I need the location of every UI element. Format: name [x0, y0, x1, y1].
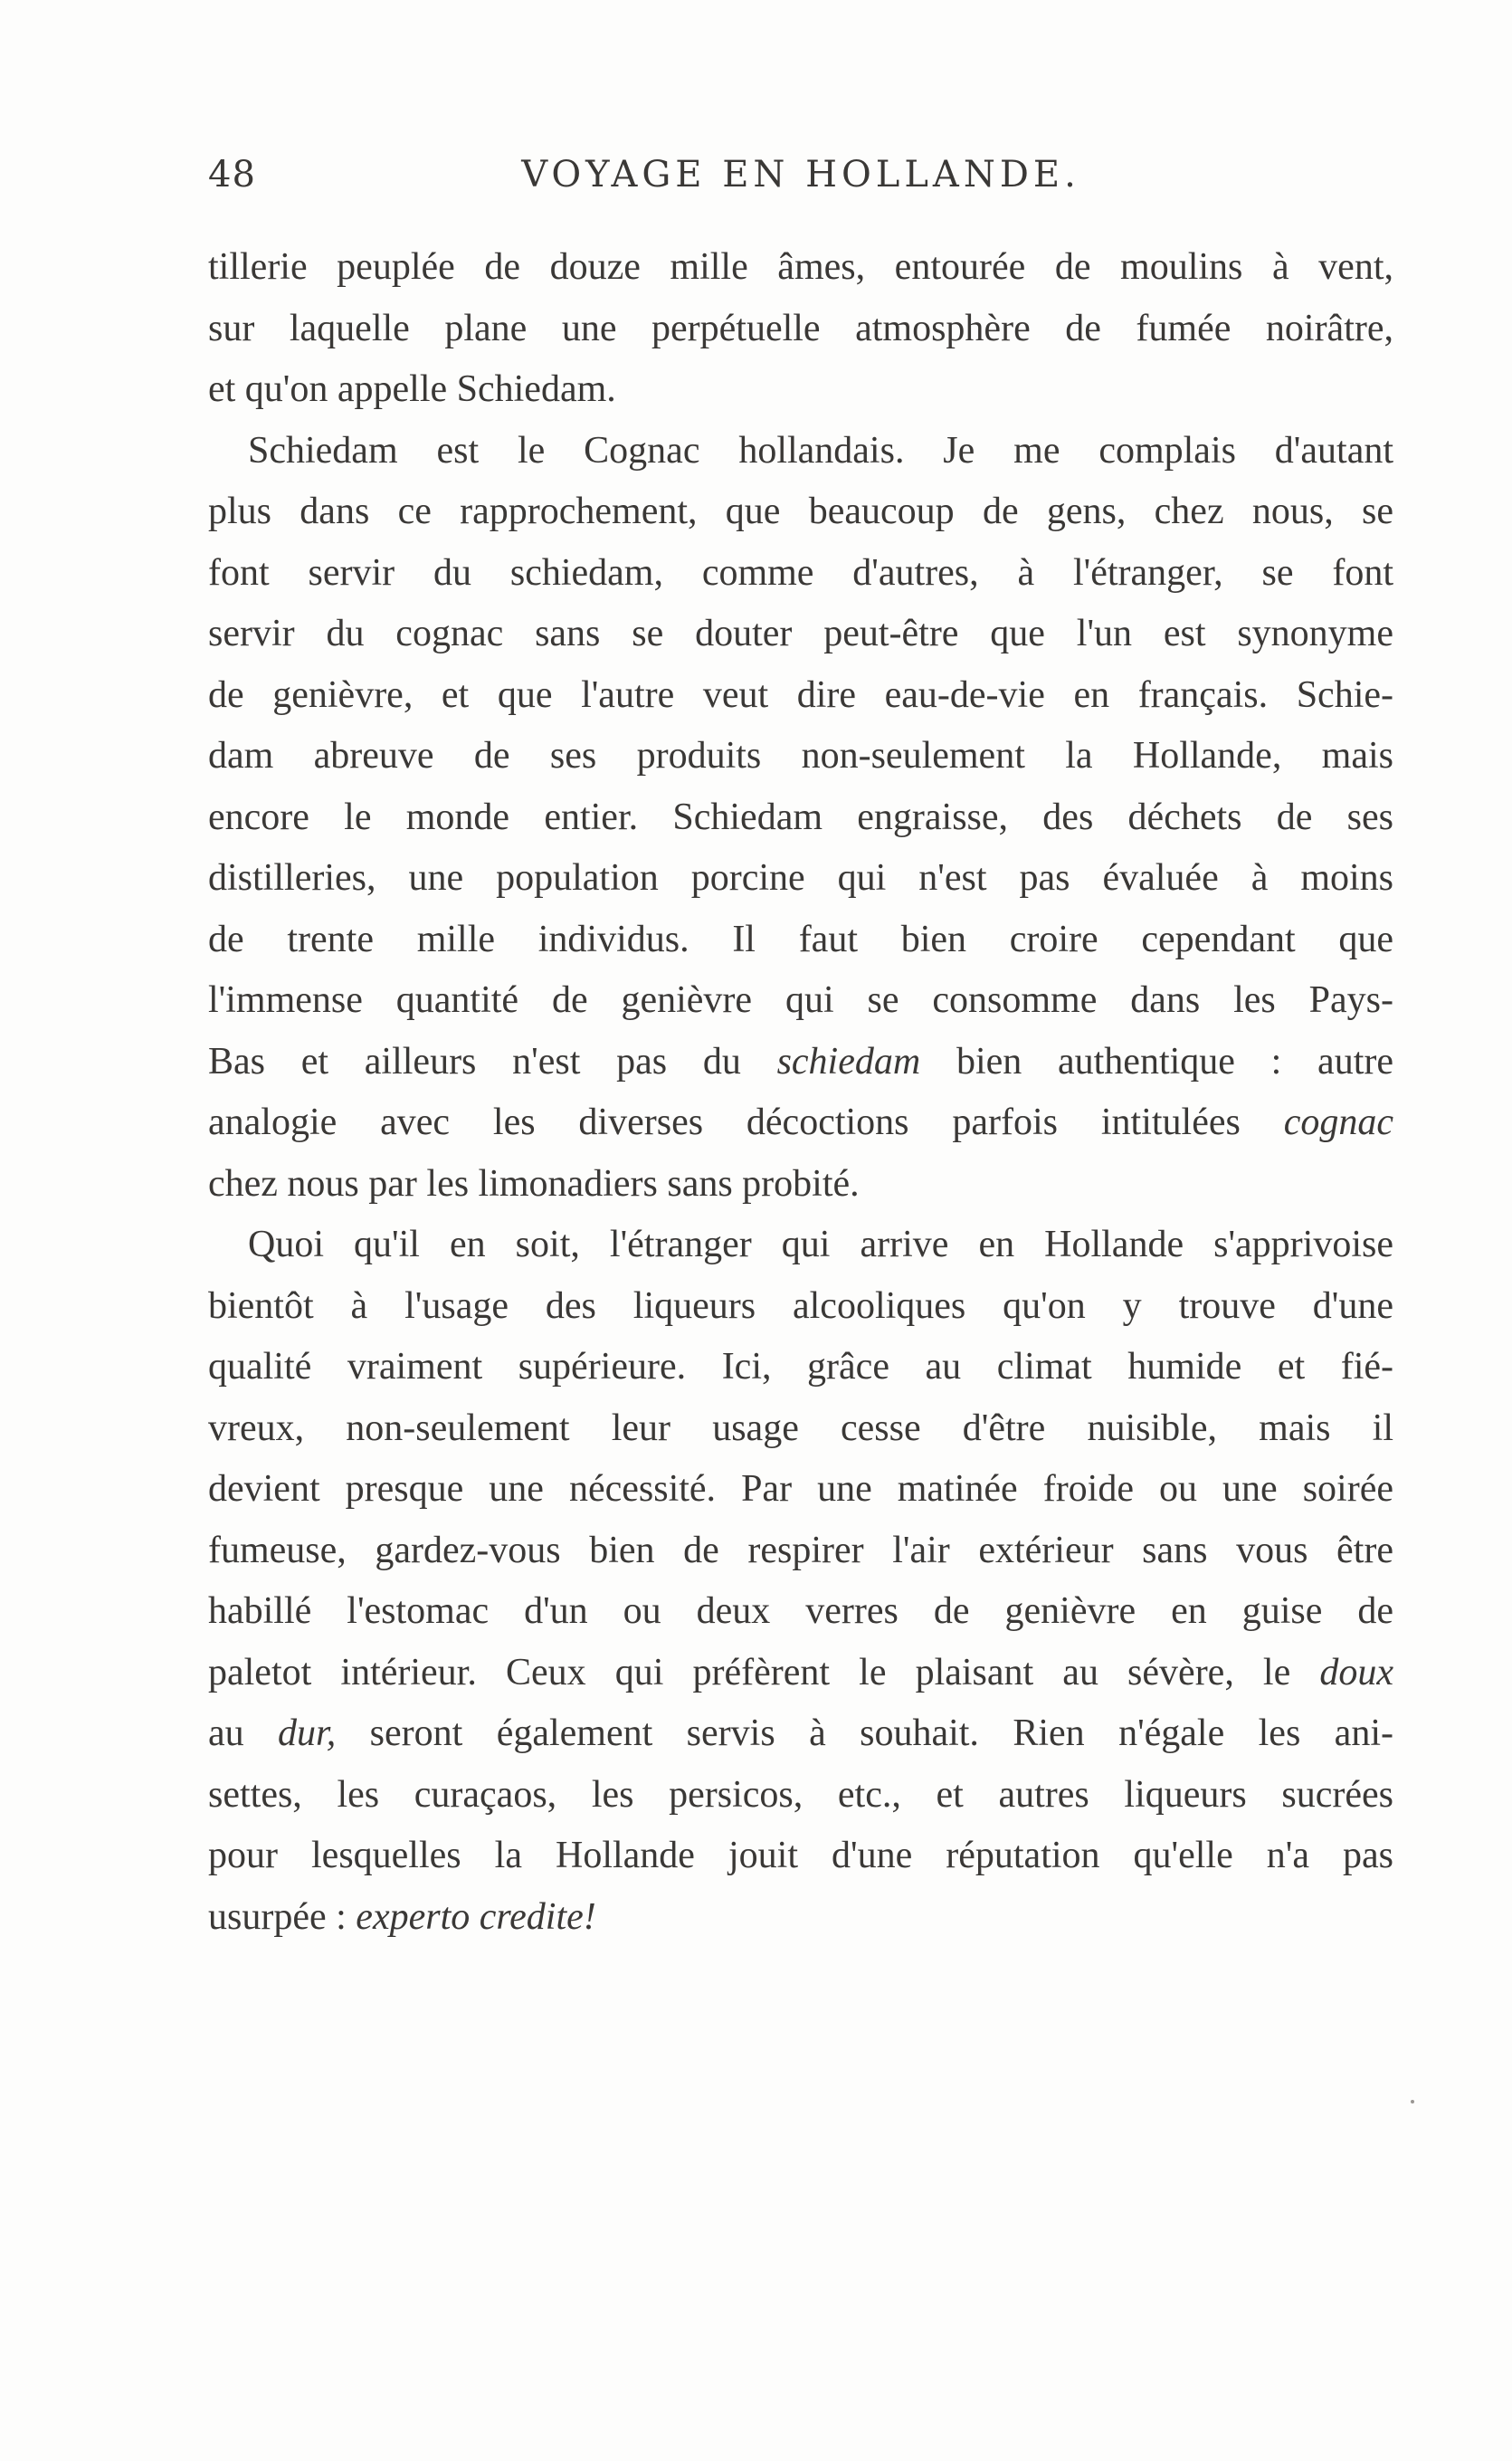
- italic-term: dur,: [278, 1712, 337, 1754]
- text-line: qualité vraiment supérieure. Ici, grâce au climat humide et fié-: [208, 1346, 1393, 1388]
- paragraph-first-line: Schiedam est le Cognac hollandais. Je me complais d'autant: [248, 429, 1393, 472]
- text-line: fumeuse, gardez-vous bien de respirer l'air extérieur sans vous être: [208, 1529, 1393, 1571]
- text-line: analogie avec les diverses décoctions parfois intitulées cognac: [208, 1102, 1393, 1143]
- text-line: pour lesquelles la Hollande jouit d'une réputation qu'elle n'a pas: [208, 1835, 1393, 1876]
- italic-term: experto credite!: [356, 1895, 596, 1938]
- body-text: [208, 237, 1393, 1948]
- text-line: sur laquelle plane une perpétuelle atmosphère de fumée noirâtre,: [208, 307, 1393, 349]
- text-line: chez nous par les limonadiers sans probité.: [208, 1162, 860, 1205]
- text-line: distilleries, une population porcine qui n'est pas évaluée à moins: [208, 857, 1393, 899]
- italic-term: doux: [1319, 1651, 1393, 1693]
- text-line: plus dans ce rapprochement, que beaucoup de gens, chez nous, se: [208, 491, 1393, 532]
- text-line: et qu'on appelle Schiedam.: [208, 368, 616, 410]
- text-line: settes, les curaçaos, les persicos, etc., et autres liqueurs sucrées: [208, 1773, 1393, 1816]
- text-line: tillerie peuplée de douze mille âmes, entourée de moulins à vent,: [208, 246, 1393, 288]
- text-line: au dur, seront également servis à souhait. Rien n'égale les ani-: [208, 1712, 1393, 1754]
- paragraph-first-line: Quoi qu'il en soit, l'étranger qui arrive en Hollande s'apprivoise: [248, 1224, 1393, 1265]
- text-line: Bas et ailleurs n'est pas du schiedam bien authentique : autre: [208, 1040, 1393, 1083]
- text-line: paletot intérieur. Ceux qui préfèrent le plaisant au sévère, le doux: [208, 1651, 1393, 1693]
- running-head: [208, 154, 1393, 208]
- text-line: devient presque une nécessité. Par une matinée froide ou une soirée: [208, 1468, 1393, 1510]
- italic-term: cognac: [1283, 1102, 1393, 1143]
- text-line: font servir du schiedam, comme d'autres, à l'étranger, se font: [208, 551, 1393, 594]
- italic-term: schiedam: [776, 1040, 921, 1083]
- text-line: usurpée : experto credite!: [208, 1895, 596, 1938]
- page-number: 48: [208, 154, 256, 196]
- text-line: de genièvre, et que l'autre veut dire eau-de-vie en français. Schie-: [208, 673, 1393, 716]
- ink-speck: [1411, 2100, 1414, 2103]
- text-line: bientôt à l'usage des liqueurs alcooliques qu'on y trouve d'une: [208, 1284, 1393, 1327]
- text-line: vreux, non-seulement leur usage cesse d'être nuisible, mais il: [208, 1407, 1393, 1449]
- running-title: VOYAGE EN HOLLANDE.: [521, 154, 1080, 196]
- text-line: habillé l'estomac d'un ou deux verres de genièvre en guise de: [208, 1590, 1393, 1632]
- text-line: dam abreuve de ses produits non-seulement la Hollande, mais: [208, 735, 1393, 777]
- text-line: encore le monde entier. Schiedam engraisse, des déchets de ses: [208, 796, 1393, 838]
- text-line: servir du cognac sans se douter peut-être que l'un est synonyme: [208, 613, 1393, 654]
- text-line: l'immense quantité de genièvre qui se consomme dans les Pays-: [208, 979, 1393, 1021]
- text-line: de trente mille individus. Il faut bien croire cependant que: [208, 918, 1393, 960]
